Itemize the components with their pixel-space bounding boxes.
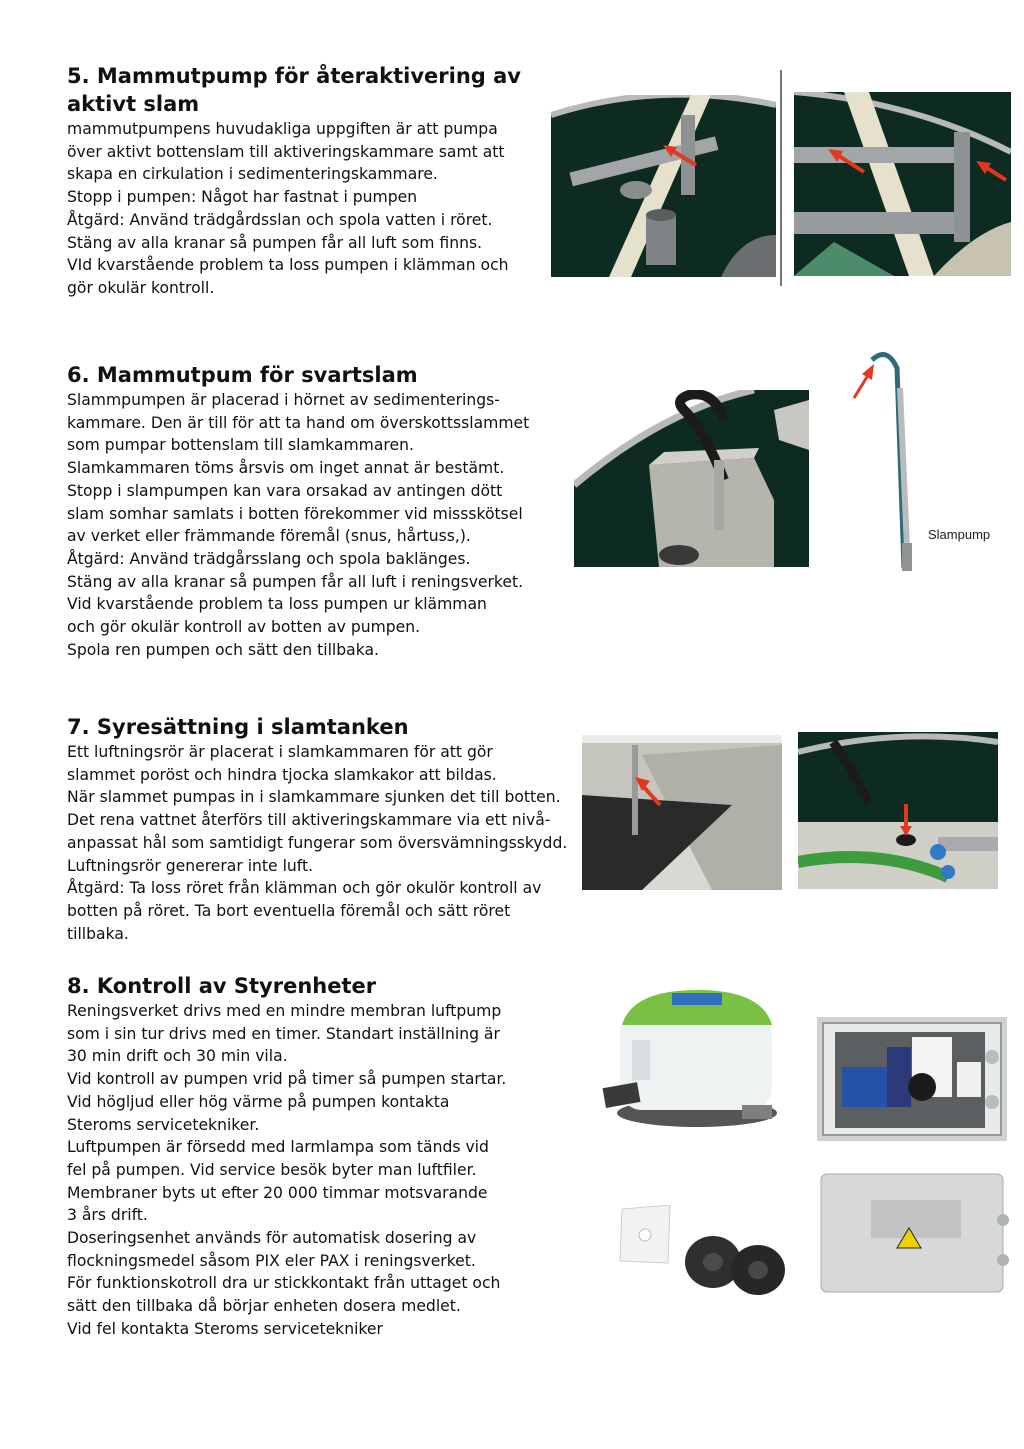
- section-5-body: mammutpumpens huvudakliga uppgiften är att pumpa över aktivt bottenslam till aktiveringskammare samt att skapa en cirkulation i sedimenteringskammare. Stopp i pumpen: Något har fastnat i pumpen Åtgärd: Använd trädgårdsslan och spola vatten i röret. Stäng av alla kranar så pumpen får all luft som finns. VId kvarstående problem ta loss pumpen i klämman och gör okulär kontroll.: [67, 120, 509, 297]
- section-6-body: Slammpumpen är placerad i hörnet av sedimenterings- kammare. Den är till för att ta hand om överskottsslammet som pumpar bottenslam till slamkammaren. Slamkammaren töms årsvis om inget annat är bestämt. Stopp i slampumpen kan vara orsakad av antingen dött slam somhar samlats i botten förekommer vid missskötsel av verket eller främmande föremål (snus, hårtuss,). Åtgärd: Använd trädgårsslang och spola baklänges. Stäng av alla kranar så pumpen får all luft i reningsverket. Vid kvarstående problem ta loss pumpen ur klämman och gör okulär kontroll av botten av pumpen. Spola ren pumpen och sätt den tillbaka.: [67, 391, 530, 659]
- section-8: [67, 972, 506, 1341]
- section-8-body: Reningsverket drivs med en mindre membran luftpump som i sin tur drivs med en timer. Standart inställning är 30 min drift och 30 min vila. Vid kontroll av pumpen vrid på timer så pumpen startar. Vid högljud eller hög värme på pumpen kontakta Steroms servicetekniker. Luftpumpen är försedd med larmlampa som tänds vid fel på pumpen. Vid service besök byter man luftfiler. Membraner byts ut efter 20 000 timmar motsvarande 3 års drift. Doseringsenhet används för automatisk dosering av flockningsmedel såsom PIX eler PAX i reningsverket. För funktionskotroll dra ur stickkontakt från uttaget och sätt den tillbaka då börjar enheten dosera medlet. Vid fel kontakta Steroms servicetekniker: [67, 1002, 507, 1338]
- mammutpump-photo-left: [551, 95, 776, 277]
- doseringsenhet-photo: [817, 1170, 1009, 1296]
- section-7: [67, 713, 567, 945]
- luftfilter-photo: [616, 1205, 674, 1265]
- section-6-title: 6. Mammutpum för svartslam: [67, 363, 418, 387]
- section-8-title: 8. Kontroll av Styrenheter: [67, 974, 377, 998]
- section-6: [67, 361, 529, 661]
- membraner-photo: [683, 1226, 787, 1298]
- photo-divider: [780, 70, 782, 286]
- slampump-caption: Slampump: [928, 527, 991, 542]
- svartslam-tank-photo: [574, 390, 809, 567]
- slampump-illustration: [842, 348, 922, 578]
- membran-luftpump-photo: [602, 985, 782, 1135]
- section-5: [67, 62, 521, 300]
- section-7-title: 7. Syresättning i slamtanken: [67, 715, 409, 739]
- section-5-title: 5. Mammutpump för återaktivering av aktivt slam: [67, 64, 521, 116]
- timer-box-photo: [817, 1017, 1007, 1141]
- mammutpump-photo-right: [794, 92, 1011, 276]
- section-7-body: Ett luftningsrör är placerat i slamkammaren för att gör slammet poröst och hindra tjocka slamkakor att bildas. När slammet pumpas in i slamkammare sjunken det till botten. Det rena vattnet återförs till aktiveringskammare via ett nivå- anpassat hål som samtidigt fungerar som översvämningsskydd. Luftningsrör genererar inte luft. Åtgärd: Ta loss röret från klämman och gör okulör kontroll av botten på röret. Ta bort eventuella föremål och sätt röret tillbaka.: [67, 743, 568, 943]
- niva-hal-photo: [798, 732, 998, 889]
- luftningsror-photo: [582, 735, 782, 890]
